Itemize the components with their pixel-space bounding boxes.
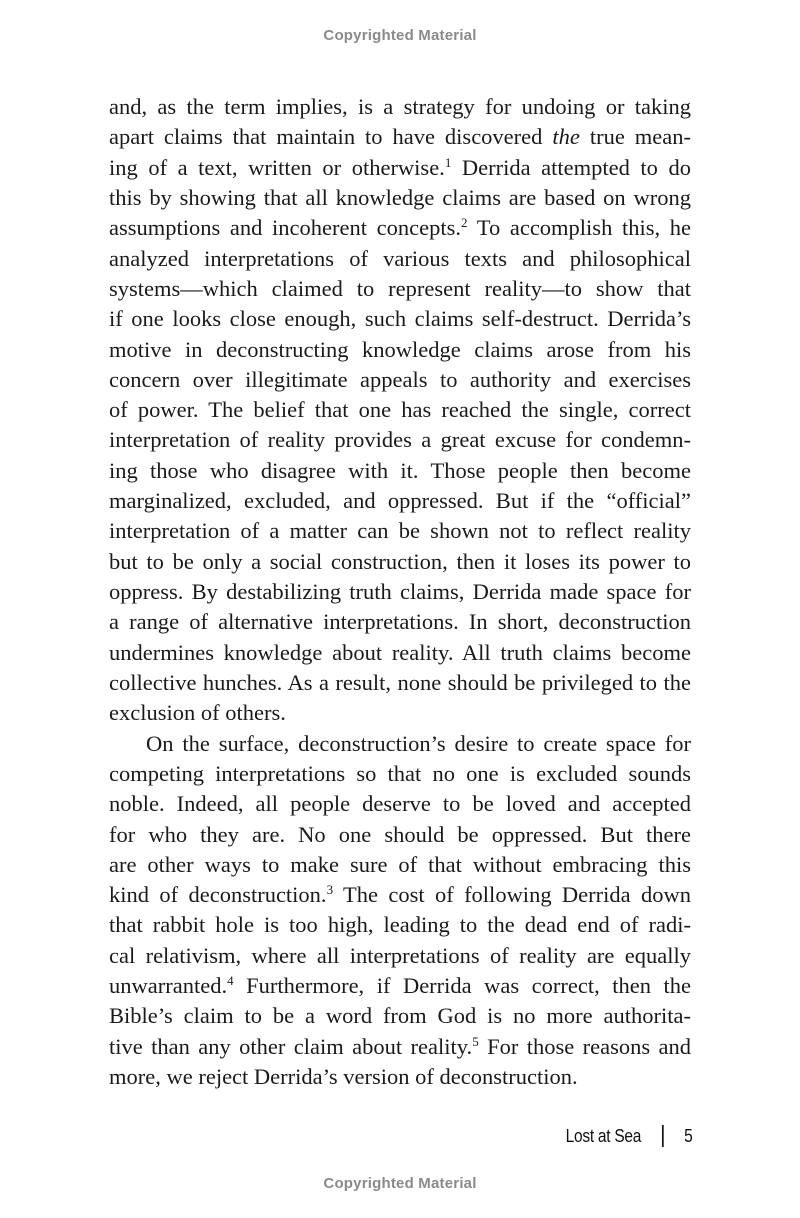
text-line: analyzed interpretations of various texts and philosophical — [109, 245, 691, 271]
footer-divider — [661, 1125, 663, 1147]
text-line: are other ways to make sure of that without embracing this — [109, 851, 691, 877]
text-line: tive than any other claim about reality.$^5$ For those reasons and — [109, 1033, 691, 1059]
text-line: ing of a text, written or otherwise.$^1$ Derrida attempted to do — [109, 154, 691, 180]
emphasis-the: the — [552, 124, 580, 150]
text-line-last: more, we reject Derrida’s version of deconstruction. — [109, 1064, 578, 1089]
text-line: interpretation of reality provides a great excuse for condemn- — [109, 427, 691, 453]
text-line: for who they are. No one should be oppressed. But there — [109, 821, 691, 847]
text-line: if one looks close enough, such claims self-destruct. Derrida’s — [109, 306, 691, 332]
page-number: 5 — [683, 1125, 692, 1146]
text-line-last: exclusion of others. — [109, 700, 286, 726]
text-line: marginalized, excluded, and oppressed. But if the “official” — [109, 488, 691, 514]
text-line: Bible’s claim to be a word from God is no more authorita- — [109, 1003, 691, 1029]
text-line: collective hunches. As a result, none should be privileged to the — [109, 669, 691, 695]
text-line: undermines knowledge about reality. All truth claims become — [109, 639, 691, 665]
copyright-watermark-bottom: Copyrighted Material — [323, 1175, 477, 1192]
paragraph-2 — [109, 729, 691, 1093]
footnote-ref-4: 4 — [227, 973, 234, 989]
text-line: this by showing that all knowledge claims are based on wrong — [109, 184, 691, 210]
text-line: of power. The belief that one has reached the single, correct — [109, 397, 691, 423]
text-line: motive in deconstructing knowledge claims arose from his — [109, 336, 691, 362]
text-line: that rabbit hole is too high, leading to the dead end of radi- — [109, 912, 691, 938]
text-line: apart claims that maintain to have discovered the true mean- — [109, 124, 691, 150]
text-line: noble. Indeed, all people deserve to be loved and accepted — [109, 791, 691, 817]
text-line: ing those who disagree with it. Those people then become — [109, 457, 691, 483]
running-title: Lost at Sea — [565, 1125, 641, 1146]
text-line-indented: On the surface, deconstruction’s desire to create space for — [146, 730, 691, 756]
footnote-ref-3: 3 — [326, 882, 334, 898]
text-line: oppress. By destabilizing truth claims, Derrida made space for — [109, 579, 691, 604]
text-line: a range of alternative interpretations. In short, deconstruction — [109, 609, 691, 635]
running-footer — [565, 1125, 692, 1147]
text-line: interpretation of a matter can be shown not to reflect reality — [109, 518, 691, 544]
text-line: cal relativism, where all interpretations of reality are equally — [109, 942, 691, 968]
text-line: systems—which claimed to represent reality—to show that — [109, 275, 691, 301]
paragraph-1 — [109, 92, 691, 729]
text-line: competing interpretations so that no one is excluded sounds — [109, 760, 691, 786]
text-line: kind of deconstruction.$^3$ The cost of following Derrida down — [109, 882, 691, 908]
text-line: unwarranted.$^4$ Furthermore, if Derrida was correct, then the — [109, 973, 691, 999]
footnote-ref-5: 5 — [472, 1033, 479, 1049]
text-line: assumptions and incoherent concepts.$^2$ To accomplish this, he — [109, 215, 691, 241]
text-line: concern over illegitimate appeals to authority and exercises — [109, 366, 691, 392]
text-line: but to be only a social construction, then it loses its power to — [109, 548, 691, 574]
text-line: and, as the term implies, is a strategy for undoing or taking — [109, 94, 691, 119]
footnote-ref-2: 2 — [461, 215, 468, 231]
page-body — [109, 92, 691, 1092]
footnote-ref-1: 1 — [444, 154, 452, 170]
copyright-watermark-top: Copyrighted Material — [323, 27, 477, 44]
